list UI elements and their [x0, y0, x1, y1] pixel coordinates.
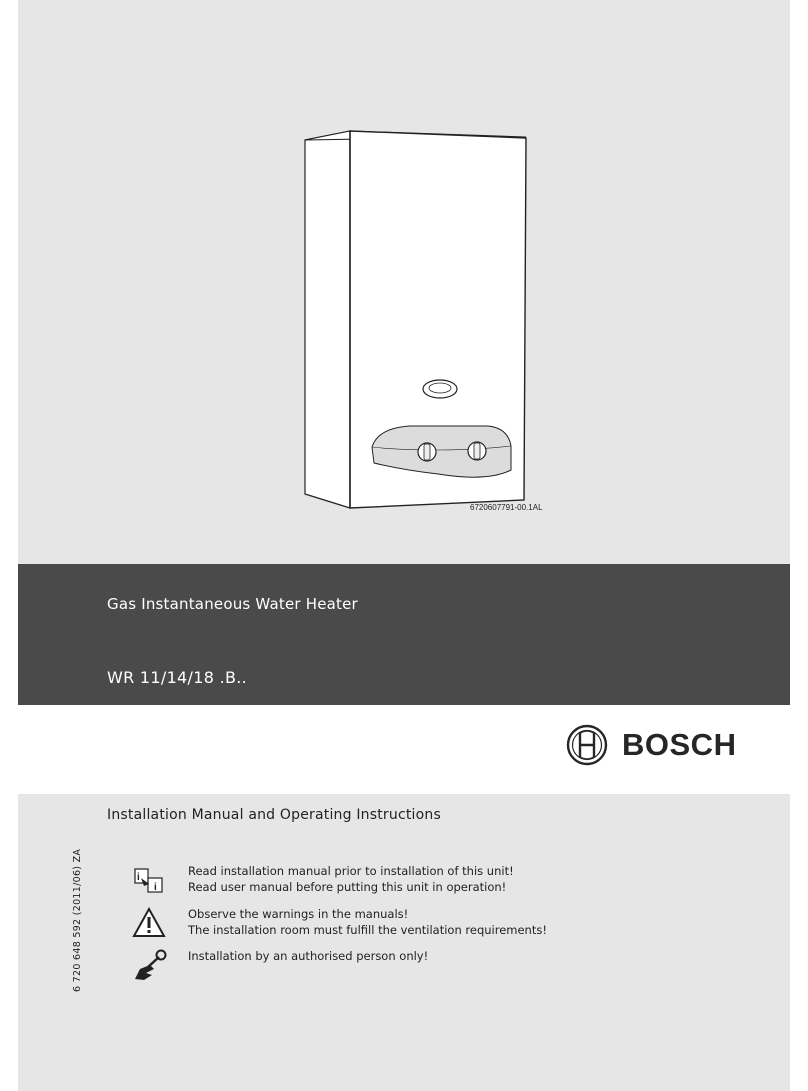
document-number-text: 6 720 648 592 (2011/06) ZA — [72, 848, 83, 992]
notice-line: Read user manual before putting this unit in operation! — [188, 879, 507, 894]
title-band — [18, 564, 790, 705]
cover-illustration-panel — [18, 0, 790, 564]
model-designation: WR 11/14/18 .B.. — [107, 668, 248, 687]
manual-info-panel — [18, 794, 790, 1091]
svg-text:i: i — [154, 882, 157, 893]
notice-text — [188, 949, 428, 965]
warning-triangle-icon — [132, 907, 166, 939]
notice-line: The installation room must fulfill the ventilation requirements! — [188, 922, 547, 937]
svg-text:i: i — [137, 872, 140, 883]
wrench-hand-icon — [132, 949, 168, 983]
manual-title: Installation Manual and Operating Instructions — [107, 807, 441, 823]
figure-code: 6720607791-00.1AL — [470, 503, 543, 512]
notice-text — [188, 907, 547, 938]
bosch-armature-icon — [566, 722, 608, 768]
notice-text — [188, 864, 514, 895]
product-type-title: Gas Instantaneous Water Heater — [107, 595, 358, 613]
water-heater-illustration — [18, 0, 790, 564]
brand-logo — [566, 722, 736, 768]
notice-line: Installation by an authorised person only! — [188, 949, 429, 963]
notice-line: Read installation manual prior to installation of this unit! — [188, 864, 514, 878]
notice-line: Observe the warnings in the manuals! — [188, 907, 409, 921]
brand-name: BOSCH — [622, 727, 737, 762]
manual-book-icon — [132, 866, 166, 896]
